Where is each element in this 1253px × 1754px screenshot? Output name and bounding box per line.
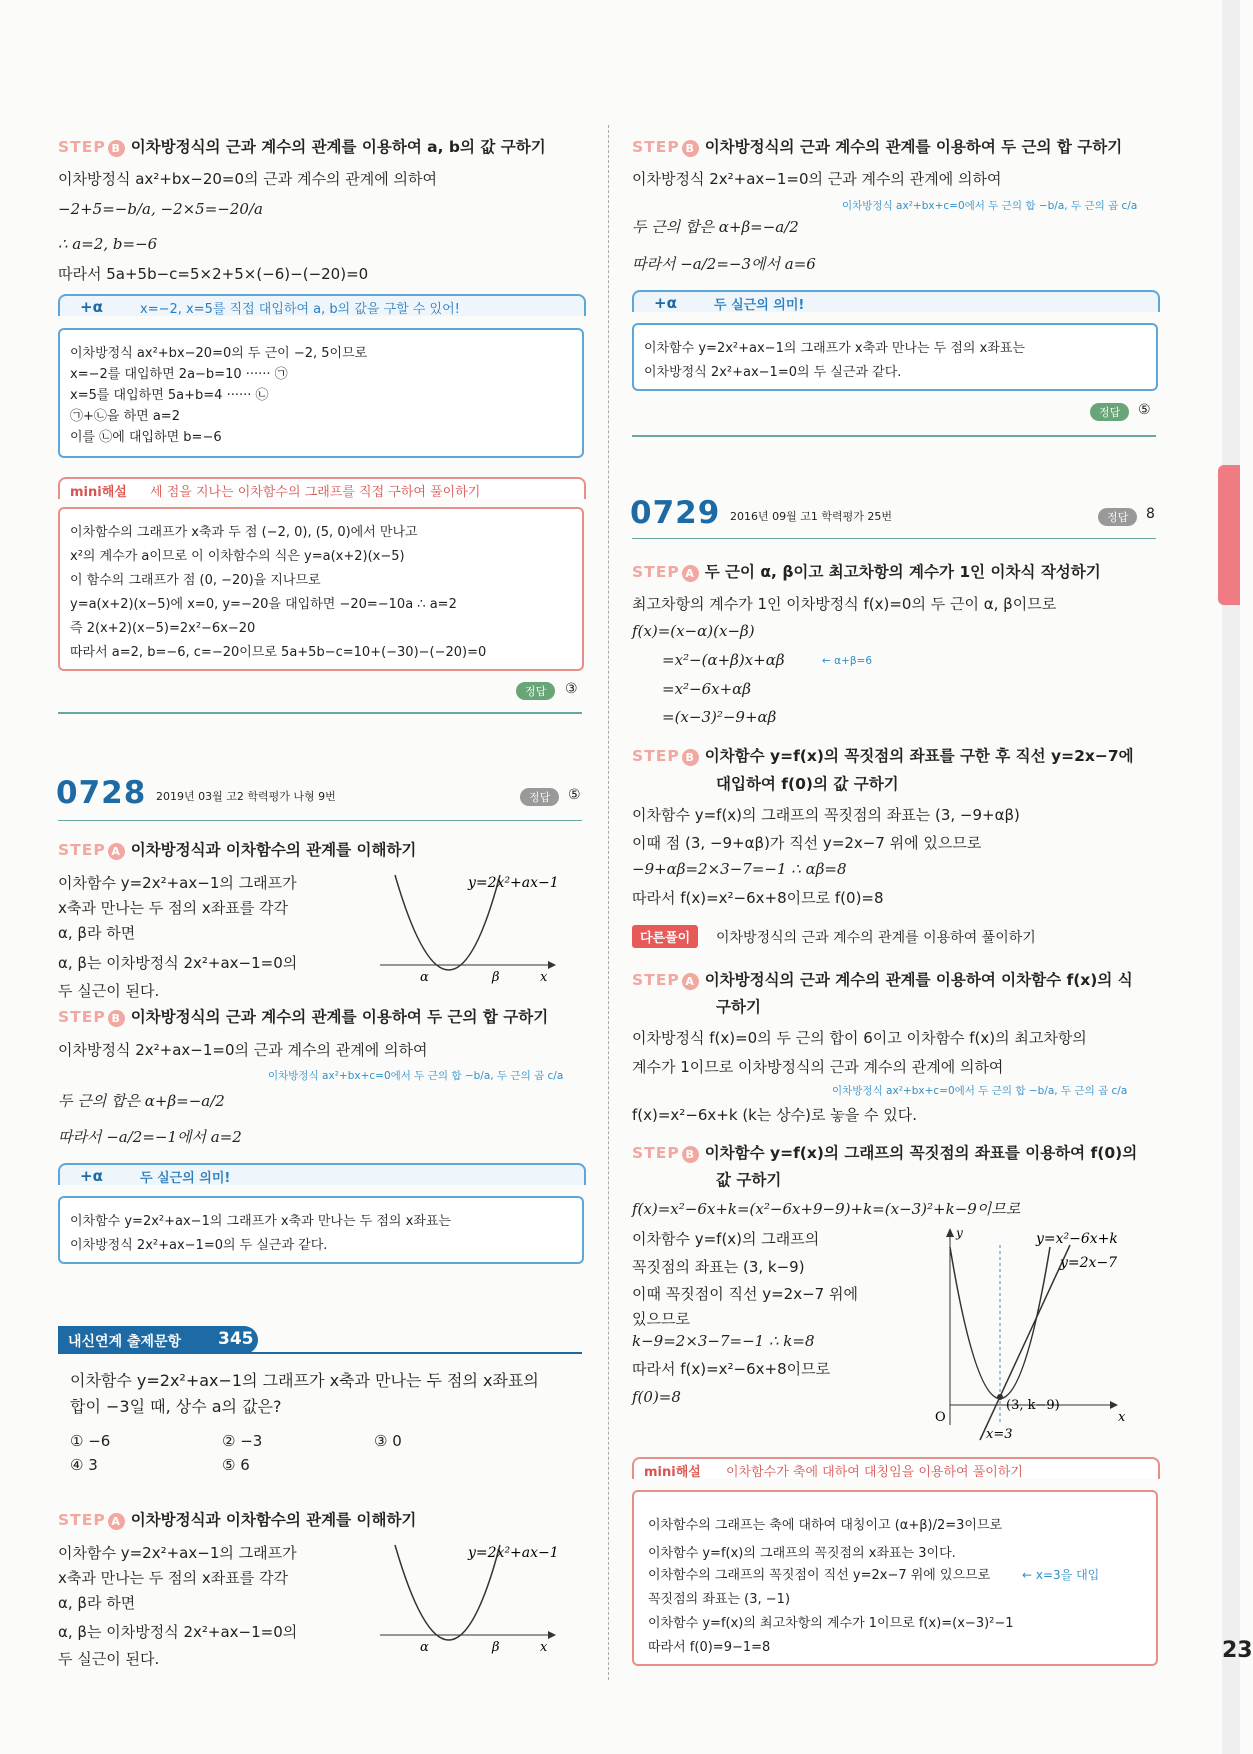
axis-label: x=3 — [986, 1427, 1013, 1442]
equation: =(x−3)²−9+αβ — [662, 708, 777, 726]
parabola-line-graph — [920, 1225, 1160, 1445]
question-text: 합이 −3일 때, 상수 a의 값은? — [70, 1397, 282, 1416]
problem-number: 0729 — [630, 495, 721, 531]
problem-number: 0728 — [56, 775, 147, 811]
problem-source: 2019년 03월 고2 학력평가 나형 9번 — [156, 790, 336, 803]
equation: f(x)=x²−6x+k=(x²−6x+9−9)+k=(x−3)²+k−9이므로 — [632, 1200, 1021, 1218]
column-divider — [608, 125, 610, 1680]
step-b-heading: STEP B 이차방정식의 근과 계수의 관계를 이용하여 두 근의 합 구하기 — [632, 138, 1123, 156]
equation: 따라서 −a/2=−1에서 a=2 — [58, 1128, 242, 1146]
formula-note: 이차방정식 ax²+bx+c=0에서 두 근의 합 −b/a, 두 근의 곱 c/a — [842, 200, 1138, 212]
alpha-box: 이차함수 y=2x²+ax−1의 그래프가 x축과 만나는 두 점의 x좌표는 이차방정식 2x²+ax−1=0의 두 실근과 같다. — [632, 323, 1158, 391]
equation: f(0)=8 — [632, 1388, 681, 1406]
text-line: 최고차항의 계수가 1인 이차방정식 f(x)=0의 두 근이 α, β이므로 — [632, 595, 1057, 613]
equation: =x²−(α+β)x+αβ — [662, 651, 785, 669]
equation: 두 근의 합은 α+β=−a/2 — [58, 1092, 225, 1110]
line-label: y=2x−7 — [1060, 1255, 1118, 1271]
step-a-heading: STEP A 이차방정식과 이차함수의 관계를 이해하기 — [58, 841, 417, 859]
step-b-heading: STEP B 이차함수 y=f(x)의 꼭짓점의 좌표를 구한 후 직선 y=2x−7에 — [632, 747, 1134, 765]
equation: 두 근의 합은 α+β=−a/2 — [632, 218, 799, 236]
formula-note: 이차방정식 ax²+bx+c=0에서 두 근의 합 −b/a, 두 근의 곱 c/a — [268, 1070, 564, 1082]
origin-label: O — [935, 1410, 946, 1425]
x-axis-arrow — [548, 1631, 556, 1639]
text-line: 이차함수 y=f(x)의 그래프의 꼭짓점의 좌표는 (3, −9+αβ) — [632, 806, 1020, 824]
text-line: 두 실근이 된다. — [58, 982, 160, 1000]
option: ④ 3 — [70, 1456, 98, 1474]
question-text: 이차함수 y=2x²+ax−1의 그래프가 x축과 만나는 두 점의 x좌표의 — [70, 1371, 539, 1390]
alpha-box-header: +α 두 실근의 의미! — [58, 1163, 586, 1185]
page-number: 23 — [1222, 1638, 1253, 1663]
divider — [632, 435, 1156, 437]
step-a-heading: STEP A 이차방정식의 근과 계수의 관계를 이용하여 이차함수 f(x)의 식 — [632, 971, 1133, 989]
text-line: α, β라 하면 — [58, 1594, 136, 1612]
equation: k−9=2×3−7=−1 ∴ k=8 — [632, 1332, 815, 1350]
formula-note: ← x=3을 대입 — [1022, 1568, 1100, 1582]
equation: f(x)=(x−α)(x−β) — [632, 622, 755, 640]
divider — [632, 538, 1156, 539]
plus-alpha-icon: +α — [80, 1167, 103, 1185]
mini-box-header: mini해설 이차함수가 축에 대하여 대칭임을 이용하여 풀이하기 — [632, 1457, 1160, 1479]
answer-badge: 정답 — [516, 682, 555, 700]
x-label: x — [1118, 1410, 1126, 1425]
formula-note: ← α+β=6 — [822, 655, 873, 667]
parabola-graph — [380, 1535, 580, 1670]
text-line: 이차방정식 2x²+ax−1=0의 근과 계수의 관계에 의하여 — [58, 1041, 428, 1059]
answer-badge: 정답 — [520, 788, 559, 806]
step-a-heading-cont: 구하기 — [716, 998, 761, 1016]
step-b-heading-cont: 값 구하기 — [716, 1171, 782, 1189]
page-edge — [1222, 0, 1240, 1754]
text-line: 있으므로 — [632, 1310, 690, 1328]
option: ⑤ 6 — [222, 1456, 250, 1474]
mini-box: 이차함수의 그래프가 x축과 두 점 (−2, 0), (5, 0)에서 만나고 x²의 계수가 a이므로 이 이차함수의 식은 y=a(x+2)(x−5) 이 함수의 그래프가 점 (0, −20)을 지나므로 y=a(x+2)(x−5)에 x=0, y=−20을 대입하면 −20=−10a ∴ a=2 즉 2(x+2)(x−5)=2x²−6x−20 따라서 a=2, b=−6, c=−20이므로 5a+5b−c=10+(−30)−(−20)=0 — [58, 507, 584, 671]
plus-alpha-icon: +α — [80, 298, 103, 316]
text-line: 계수가 1이므로 이차방정식의 근과 계수의 관계에 의하여 — [632, 1058, 1004, 1076]
beta-label: β — [492, 970, 500, 985]
vertex-point — [997, 1394, 1003, 1400]
equation: 따라서 −a/2=−3에서 a=6 — [632, 255, 816, 273]
text-line: 두 실근이 된다. — [58, 1650, 160, 1668]
step-b-heading: STEP B 이차방정식의 근과 계수의 관계를 이용하여 두 근의 합 구하기 — [58, 1008, 549, 1026]
naesin-banner: 내신연계 출제문항 345 — [58, 1326, 582, 1354]
text-line: 따라서 f(x)=x²−6x+8이므로 f(0)=8 — [632, 889, 884, 907]
parabola-graph — [380, 865, 580, 1000]
text-line: 이차함수 y=2x²+ax−1의 그래프가 — [58, 874, 297, 892]
vertex-label: (3, k−9) — [1006, 1398, 1060, 1413]
x-label: x — [540, 970, 548, 985]
text-line: 이차함수 y=f(x)의 그래프의 — [632, 1230, 820, 1248]
text-line: α, β라 하면 — [58, 924, 136, 942]
chapter-tab — [1218, 465, 1240, 605]
text-line: x축과 만나는 두 점의 x좌표를 각각 — [58, 1569, 288, 1587]
alpha-box: 이차방정식 ax²+bx−20=0의 두 근이 −2, 5이므로 x=−2를 대입하면 2a−b=10 ······ ㉠ x=5를 대입하면 5a+b=4 ······ ㉡ ㉠+㉡을 하면 a=2 이를 ㉡에 대입하면 b=−6 — [58, 328, 584, 458]
step-b-heading-cont: 대입하여 f(0)의 값 구하기 — [716, 775, 899, 793]
equation: −9+αβ=2×3−7=−1 ∴ αβ=8 — [632, 860, 847, 878]
option: ② −3 — [222, 1432, 263, 1450]
alt-solution-label: 다른풀이 — [632, 925, 698, 948]
answer-value: 8 — [1146, 506, 1155, 522]
alpha-box: 이차함수 y=2x²+ax−1의 그래프가 x축과 만나는 두 점의 x좌표는 이차방정식 2x²+ax−1=0의 두 실근과 같다. — [58, 1196, 584, 1264]
step-tag: STEP B — [58, 138, 125, 156]
problem-source: 2016년 09월 고1 학력평가 25번 — [730, 510, 892, 523]
option: ③ 0 — [374, 1432, 402, 1450]
text-line: 이차방정식 f(x)=0의 두 근의 합이 6이고 이차함수 f(x)의 최고차항의 — [632, 1029, 1087, 1047]
mini-box: 이차함수의 그래프는 축에 대하여 대칭이고 (α+β)/2=3이므로 이차함수 y=f(x)의 그래프의 꼭짓점의 x좌표는 3이다. 이차함수의 그래프의 꼭짓점이 직선 y=2x−7 위에 있으므로 ← x=3을 대입 꼭짓점의 좌표는 (3, −1) 이차함수 y=f(x)의 최고차항의 계수가 1이므로 f(x)=(x−3)²−1 따라서 f(0)=9−1=8 — [632, 1490, 1158, 1666]
answer-value: ⑤ — [568, 787, 581, 803]
alpha-label: α — [420, 970, 429, 985]
text-line: 이때 꼭짓점이 직선 y=2x−7 위에 — [632, 1285, 858, 1303]
text-line: 따라서 f(x)=x²−6x+8이므로 — [632, 1360, 831, 1378]
text-line: f(x)=x²−6x+k (k는 상수)로 놓을 수 있다. — [632, 1106, 917, 1124]
formula-note: 이차방정식 ax²+bx+c=0에서 두 근의 합 −b/a, 두 근의 곱 c/a — [832, 1085, 1128, 1097]
alpha-box-header: +α 두 실근의 의미! — [632, 290, 1160, 312]
divider — [58, 712, 582, 714]
text-line: 이차함수 y=2x²+ax−1의 그래프가 — [58, 1544, 297, 1562]
curve-label: y=x²−6x+k — [1036, 1231, 1118, 1247]
step-a-heading: STEP A 이차방정식과 이차함수의 관계를 이해하기 — [58, 1511, 417, 1529]
x-label: x — [540, 1640, 548, 1655]
answer-value: ⑤ — [1138, 402, 1151, 418]
step-b-heading: STEP B 이차함수 y=f(x)의 그래프의 꼭짓점의 좌표를 이용하여 f(0)의 — [632, 1144, 1138, 1162]
text-line: 꼭짓점의 좌표는 (3, k−9) — [632, 1258, 805, 1276]
text-line: 이차방정식 ax²+bx−20=0의 근과 계수의 관계에 의하여 — [58, 170, 437, 188]
text-line: x축과 만나는 두 점의 x좌표를 각각 — [58, 899, 288, 917]
alpha-box-header: +α x=−2, x=5를 직접 대입하여 a, b의 값을 구할 수 있어! — [58, 294, 586, 316]
text-line: α, β는 이차방정식 2x²+ax−1=0의 — [58, 954, 298, 972]
text-line: 이차방정식 2x²+ax−1=0의 근과 계수의 관계에 의하여 — [632, 170, 1002, 188]
curve-label: y=2x²+ax−1 — [468, 875, 559, 891]
equation: −2+5=−b/a, −2×5=−20/a — [58, 200, 263, 218]
mini-box-header: mini해설 세 점을 지나는 이차함수의 그래프를 직접 구하여 풀이하기 — [58, 477, 586, 499]
text-line: α, β는 이차방정식 2x²+ax−1=0의 — [58, 1623, 298, 1641]
divider — [58, 820, 582, 821]
equation: =x²−6x+αβ — [662, 680, 751, 698]
option: ① −6 — [70, 1432, 111, 1450]
text-line: 이때 점 (3, −9+αβ)가 직선 y=2x−7 위에 있으므로 — [632, 834, 982, 852]
y-axis-arrow — [946, 1228, 954, 1237]
x-axis-arrow — [1110, 1401, 1118, 1409]
curve-label: y=2x²+ax−1 — [468, 1545, 559, 1561]
plus-alpha-icon: +α — [654, 294, 677, 312]
y-label: y — [956, 1226, 963, 1240]
step-b-heading: STEP B 이차방정식의 근과 계수의 관계를 이용하여 a, b의 값 구하기 — [58, 138, 546, 156]
answer-badge: 정답 — [1090, 403, 1129, 421]
answer-badge: 정답 — [1098, 508, 1137, 526]
equation: ∴ a=2, b=−6 — [58, 235, 158, 253]
x-axis-arrow — [548, 961, 556, 969]
answer-value: ③ — [565, 681, 578, 697]
alpha-label: α — [420, 1640, 429, 1655]
beta-label: β — [492, 1640, 500, 1655]
alt-solution-title: 이차방정식의 근과 계수의 관계를 이용하여 풀이하기 — [716, 930, 1036, 946]
step-a-heading: STEP A 두 근이 α, β이고 최고차항의 계수가 1인 이차식 작성하기 — [632, 563, 1101, 581]
text-line: 따라서 5a+5b−c=5×2+5×(−6)−(−20)=0 — [58, 265, 369, 283]
